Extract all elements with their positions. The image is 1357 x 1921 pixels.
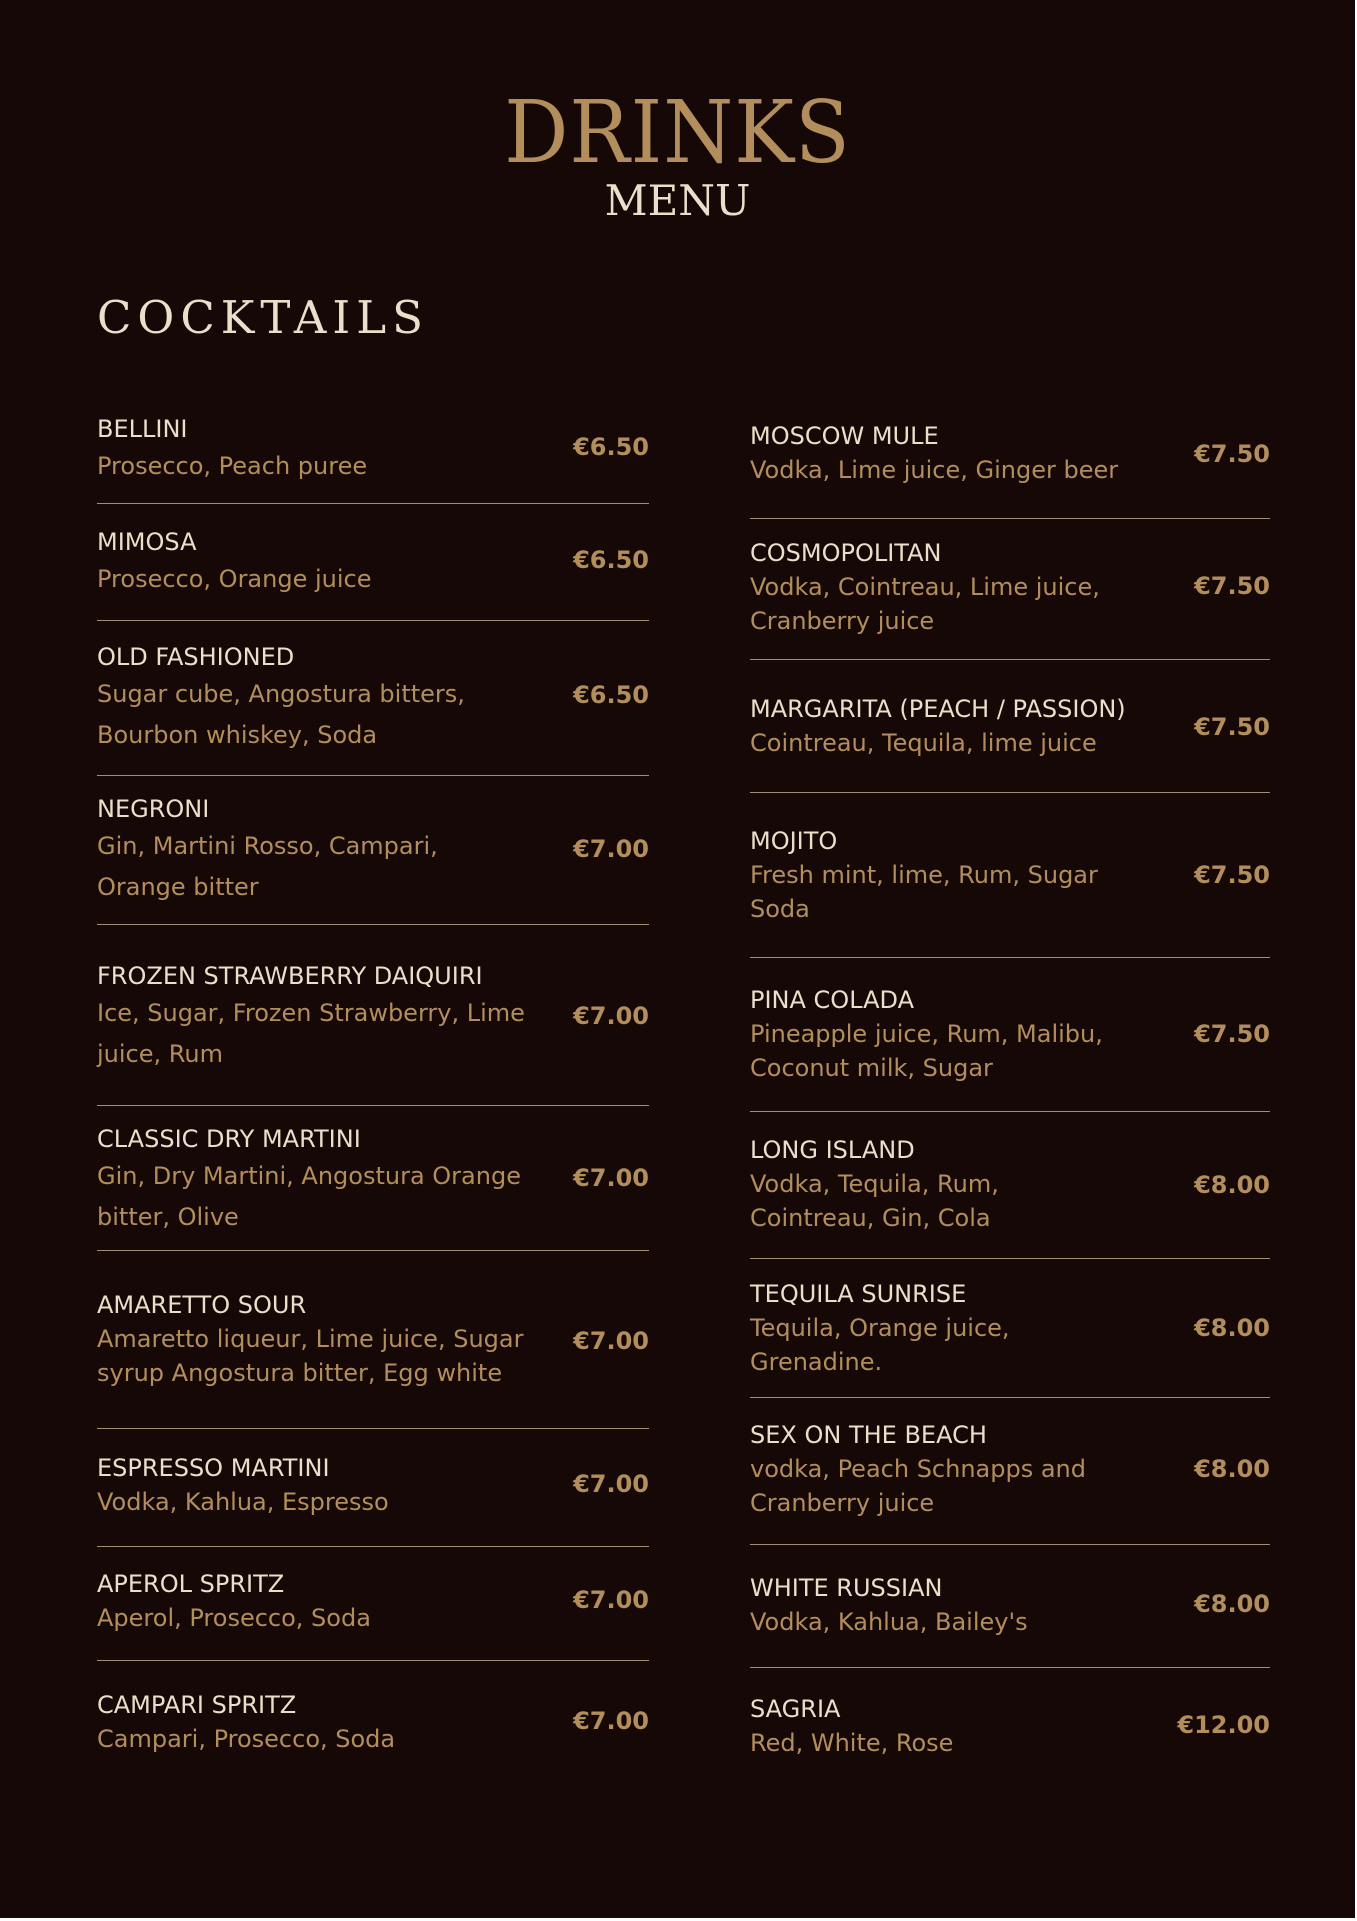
item-description: Red, White, Rose xyxy=(750,1729,954,1757)
item-name: COSMOPOLITAN xyxy=(750,539,942,567)
item-price: €7.50 xyxy=(1194,440,1270,468)
item-description: Sugar cube, Angostura bitters, Bourbon whiskey, Soda xyxy=(97,680,465,749)
item-name: SAGRIA xyxy=(750,1695,841,1723)
cocktail-list-right xyxy=(750,0,1270,1918)
item-name: CLASSIC DRY MARTINI xyxy=(97,1125,361,1153)
divider xyxy=(750,1667,1270,1668)
item-description: Vodka, Kahlua, Bailey's xyxy=(750,1608,1028,1636)
item-name: CAMPARI SPRITZ xyxy=(97,1691,297,1719)
item-name: ESPRESSO MARTINI xyxy=(97,1454,330,1482)
item-description: Tequila, Orange juice, Grenadine. xyxy=(750,1314,1010,1376)
item-description: Ice, Sugar, Frozen Strawberry, Lime juice, Rum xyxy=(97,999,525,1068)
divider xyxy=(97,1546,649,1547)
item-price: €7.00 xyxy=(573,1470,649,1498)
divider xyxy=(97,1105,649,1106)
item-price: €7.50 xyxy=(1194,1020,1270,1048)
item-name: OLD FASHIONED xyxy=(97,643,295,671)
item-description: Pineapple juice, Rum, Malibu, Coconut milk, Sugar xyxy=(750,1020,1103,1082)
item-price: €7.00 xyxy=(573,1002,649,1030)
menu-title: DRINKS xyxy=(504,81,851,183)
item-price: €8.00 xyxy=(1194,1455,1270,1483)
item-name: AMARETTO SOUR xyxy=(97,1291,307,1319)
item-description: Gin, Dry Martini, Angostura Orange bitter, Olive xyxy=(97,1162,521,1231)
item-name: WHITE RUSSIAN xyxy=(750,1574,943,1602)
item-description: Vodka, Lime juice, Ginger beer xyxy=(750,456,1119,484)
divider xyxy=(750,659,1270,660)
item-name: MARGARITA (PEACH / PASSION) xyxy=(750,695,1126,723)
divider xyxy=(750,1111,1270,1112)
divider xyxy=(750,1544,1270,1545)
item-description: Fresh mint, lime, Rum, Sugar Soda xyxy=(750,861,1098,923)
divider xyxy=(750,1397,1270,1398)
item-name: MOSCOW MULE xyxy=(750,422,939,450)
divider xyxy=(97,1660,649,1661)
item-name: SEX ON THE BEACH xyxy=(750,1421,987,1449)
item-description: Amaretto liqueur, Lime juice, Sugar syrup Angostura bitter, Egg white xyxy=(97,1325,524,1387)
item-description: Campari, Prosecco, Soda xyxy=(97,1725,396,1753)
item-price: €7.50 xyxy=(1194,713,1270,741)
item-name: NEGRONI xyxy=(97,795,210,823)
divider xyxy=(750,792,1270,793)
item-name: LONG ISLAND xyxy=(750,1136,915,1164)
item-price: €8.00 xyxy=(1194,1314,1270,1342)
divider xyxy=(97,620,649,621)
item-description: Cointreau, Tequila, lime juice xyxy=(750,729,1097,757)
item-price: €7.50 xyxy=(1194,572,1270,600)
item-name: MOJITO xyxy=(750,827,838,855)
item-description: Aperol, Prosecco, Soda xyxy=(97,1604,371,1632)
item-name: FROZEN STRAWBERRY DAIQUIRI xyxy=(97,962,483,990)
divider xyxy=(97,924,649,925)
item-description: Vodka, Cointreau, Lime juice, Cranberry juice xyxy=(750,573,1100,635)
item-description: Vodka, Tequila, Rum, Cointreau, Gin, Cola xyxy=(750,1170,999,1232)
item-price: €6.50 xyxy=(573,433,649,461)
item-description: Prosecco, Peach puree xyxy=(97,452,368,480)
divider xyxy=(97,775,649,776)
divider xyxy=(750,957,1270,958)
item-name: BELLINI xyxy=(97,415,188,443)
divider xyxy=(97,503,649,504)
divider xyxy=(97,1250,649,1251)
item-price: €8.00 xyxy=(1194,1171,1270,1199)
cocktail-list-left xyxy=(97,0,649,1918)
item-price: €7.00 xyxy=(573,1586,649,1614)
item-name: MIMOSA xyxy=(97,528,197,556)
item-price: €6.50 xyxy=(573,681,649,709)
item-name: PINA COLADA xyxy=(750,986,915,1014)
divider xyxy=(750,1258,1270,1259)
section-heading-cocktails: COCKTAILS xyxy=(97,291,429,344)
item-name: TEQUILA SUNRISE xyxy=(750,1280,967,1308)
item-price: €7.00 xyxy=(573,1164,649,1192)
item-description: vodka, Peach Schnapps and Cranberry juice xyxy=(750,1455,1086,1517)
item-price: €7.50 xyxy=(1194,861,1270,889)
item-name: APEROL SPRITZ xyxy=(97,1570,285,1598)
item-price: €12.00 xyxy=(1177,1711,1270,1739)
divider xyxy=(97,1428,649,1429)
item-description: Prosecco, Orange juice xyxy=(97,565,372,593)
item-price: €7.00 xyxy=(573,1707,649,1735)
item-price: €6.50 xyxy=(573,546,649,574)
item-price: €7.00 xyxy=(573,835,649,863)
divider xyxy=(750,518,1270,519)
menu-subtitle: MENU xyxy=(604,176,751,225)
item-description: Gin, Martini Rosso, Campari, Orange bitter xyxy=(97,832,438,901)
item-price: €7.00 xyxy=(573,1327,649,1355)
item-description: Vodka, Kahlua, Espresso xyxy=(97,1488,389,1516)
item-price: €8.00 xyxy=(1194,1590,1270,1618)
